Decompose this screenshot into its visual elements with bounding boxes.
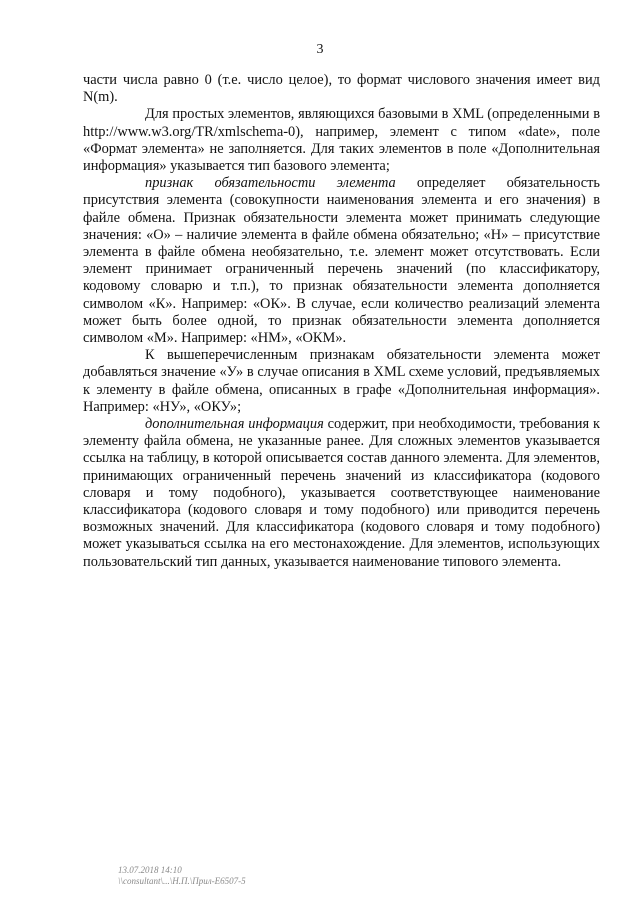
print-stamp-footer xyxy=(118,865,246,887)
paragraph-obligation-sign xyxy=(83,175,600,347)
term-additional-info: дополнительная информация xyxy=(145,416,324,433)
page-number: 3 xyxy=(316,42,324,57)
paragraph-simple-elements: Для простых элементов, являющихся базовыми в XML (определенными в http://www.w3.org/TR/xmlschema-0), например, элемент с типом «date», поле «Формат элемента» не заполняется. Для таких элементов в поле «Дополнительная информация» указывается тип базового элемента; xyxy=(83,106,600,175)
document-body xyxy=(83,72,600,571)
term-obligation-sign: признак обязательности элемента xyxy=(145,175,396,192)
additional-info-text: содержит, при необходимости, требования к элементу файла обмена, не указанные ранее. Для сложных элементов указывается ссылка на таблицу, в которой описывается состав данного элемента. Для элементов, принимающих ограниченный перечень значений из классификатора (кодового словаря и тому подобного), указывается соответствующее наименование классификатора (кодового словаря и тому подобного) или приводится перечень возможных значений. Для классификатора (кодового словаря и тому подобного) может указываться ссылка на его местонахождение. Для элементов, использующих пользовательский тип данных, указывается наименование типового элемента. xyxy=(83,416,600,570)
paragraph-additional-info xyxy=(83,416,600,571)
footer-timestamp: 13.07.2018 14:10 xyxy=(118,865,182,875)
obligation-sign-text: определяет обязательность присутствия элемента (совокупности наименования элемента и его значения) в файле обмена. Признак обязательности элемента может принимать следующие значения: «О» – наличие элемента в файле обмена обязательно; «Н» – присутствие элемента в файле обмена необязательно, т.е. элемент может отсутствовать. Если элемент принимает ограниченный перечень значений (по классификатору, кодовому словарю и т.п.), то признак обязательности элемента дополняется символом «К». Например: «ОК». В случае, если количество реализаций элемента может быть более одной, то признак обязательности элемента дополняется символом «М». Например: «НМ», «ОКМ». xyxy=(83,175,600,347)
footer-file-path: \\consultant\...\Н.П.\Прил-Е6507-5 xyxy=(118,876,246,886)
paragraph-continuation: части числа равно 0 (т.е. число целое), то формат числового значения имеет вид N(m). xyxy=(83,72,600,106)
paragraph-conditional-value: К вышеперечисленным признакам обязательности элемента может добавляться значение «У» в случае описания в XML схеме условий, предъявляемых к элементу в файле обмена, описанных в графе «Дополнительная информация». Например: «НУ», «ОКУ»; xyxy=(83,347,600,415)
